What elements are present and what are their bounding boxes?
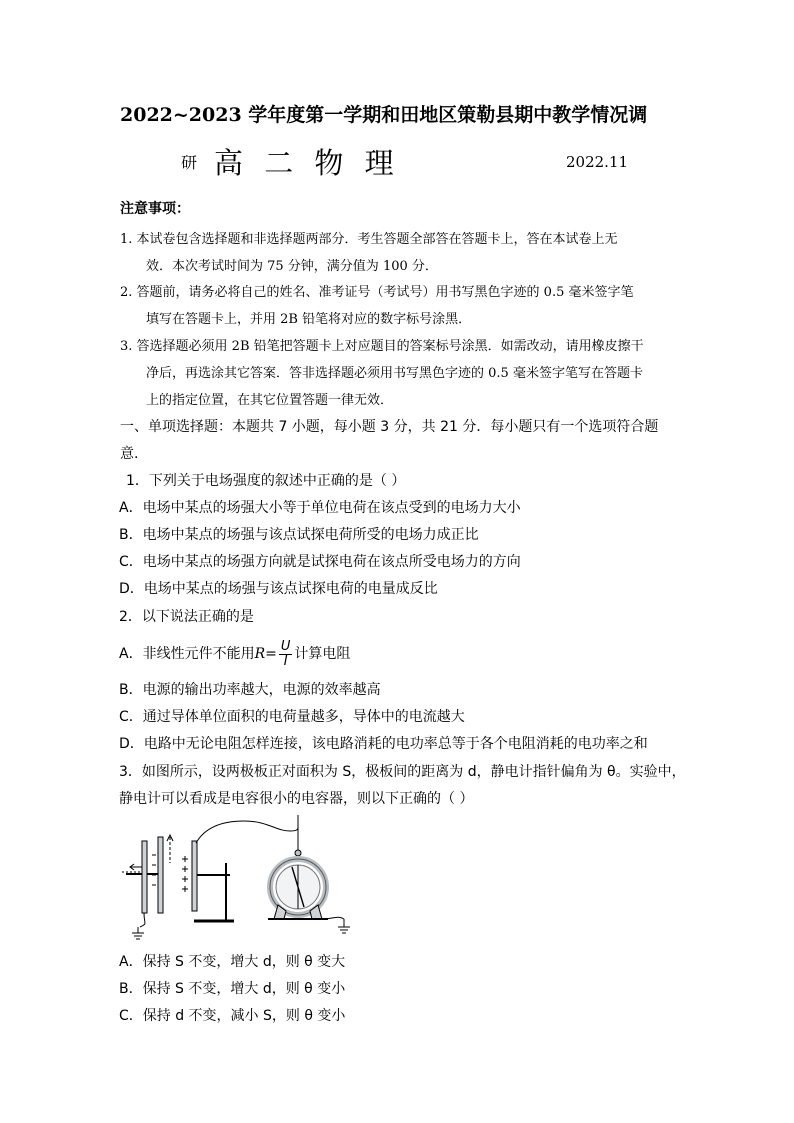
q2-option-b: B．电源的输出功率越大，电源的效率越高: [119, 682, 381, 698]
q1-option-a: A．电场中某点的场强大小等于单位电荷在该点受到的电场力大小: [119, 500, 521, 516]
q2-option-c: C．通过导体单位面积的电荷量越多，导体中的电流越大: [119, 709, 465, 725]
notice-item-2-line1: 2. 答题前，请务必将自己的姓名、准考证号（考试号）用书写黑色字迹的 0.5 毫米签字笔: [120, 285, 634, 300]
q2-formula-fraction: [279, 640, 293, 669]
notice-heading: 注意事项：: [120, 201, 190, 217]
q2-formula-eq: =: [265, 646, 277, 662]
exam-title-continuation: 研: [181, 153, 198, 172]
q2-option-a: [119, 633, 350, 675]
q1-option-d: D．电场中某点的场强与该点试探电荷的电量成反比: [119, 581, 438, 597]
q2-stem: 2．以下说法正确的是: [119, 609, 254, 625]
q3-option-c: C．保持 d 不变，减小 S，则 θ 变小: [119, 1008, 346, 1024]
section-heading-line1: 一、单项选择题：本题共 7 小题，每小题 3 分，共 21 分．每小题只有一个选项符合题: [120, 419, 659, 435]
q3-stem-line2: 静电计可以看成是电容很小的电容器，则以下正确的（ ）: [119, 791, 474, 807]
notice-item-3-line3: 上的指定位置，在其它位置答题一律无效．: [146, 393, 394, 408]
q3-stem-line1: 3．如图所示，设两极板正对面积为 S，极板间的距离为 d，静电计指针偏角为 θ。实验中，: [119, 764, 686, 780]
q2-option-a-post: 计算电阻: [294, 646, 351, 662]
exam-date: 2022.11: [566, 153, 629, 171]
q2-option-a-text: A．非线性元件不能用: [119, 646, 255, 662]
exam-title: 2022~2023 学年度第一学期和田地区策勒县期中教学情况调: [120, 104, 648, 126]
q1-stem: 1．下列关于电场强度的叙述中正确的是（ ）: [126, 473, 406, 489]
notice-item-3-line2: 净后，再选涂其它答案．答非选择题必须用书写黑色字迹的 0.5 毫米签字笔写在答题卡: [146, 366, 643, 381]
q1-option-b: B．电场中某点的场强与该点试探电荷所受的电场力成正比: [119, 527, 479, 543]
q2-formula-numerator: U: [280, 638, 291, 654]
notice-item-1-line2: 效．本次考试时间为 75 分钟，满分值为 100 分．: [146, 259, 438, 274]
notice-item-1-line1: 1. 本试卷包含选择题和非选择题两部分．考生答题全部答在答题卡上，答在本试卷上无: [120, 232, 618, 247]
q3-option-b: B．保持 S 不变，增大 d，则 θ 变小: [119, 981, 346, 997]
q3-option-a: A．保持 S 不变，增大 d，则 θ 变大: [119, 954, 346, 970]
q2-formula-r: R: [254, 646, 266, 662]
capacitor-electrometer-diagram: [118, 815, 358, 945]
subject-title: 高 二 物 理: [214, 146, 394, 180]
notice-item-2-line2: 填写在答题卡上，并用 2B 铅笔将对应的数字标号涂黑．: [146, 312, 472, 327]
section-heading-line2: 意.: [120, 446, 139, 462]
notice-item-3-line1: 3. 答选择题必须用 2B 铅笔把答题卡上对应题目的答案标号涂黑．如需改动，请用橡皮擦干: [120, 339, 644, 354]
q2-option-d: D．电路中无论电阻怎样连接，该电路消耗的电功率总等于各个电阻消耗的电功率之和: [119, 736, 648, 752]
q2-formula-denominator: I: [283, 653, 288, 669]
q1-option-c: C．电场中某点的场强方向就是试探电荷在该点所受电场力的方向: [119, 554, 521, 570]
